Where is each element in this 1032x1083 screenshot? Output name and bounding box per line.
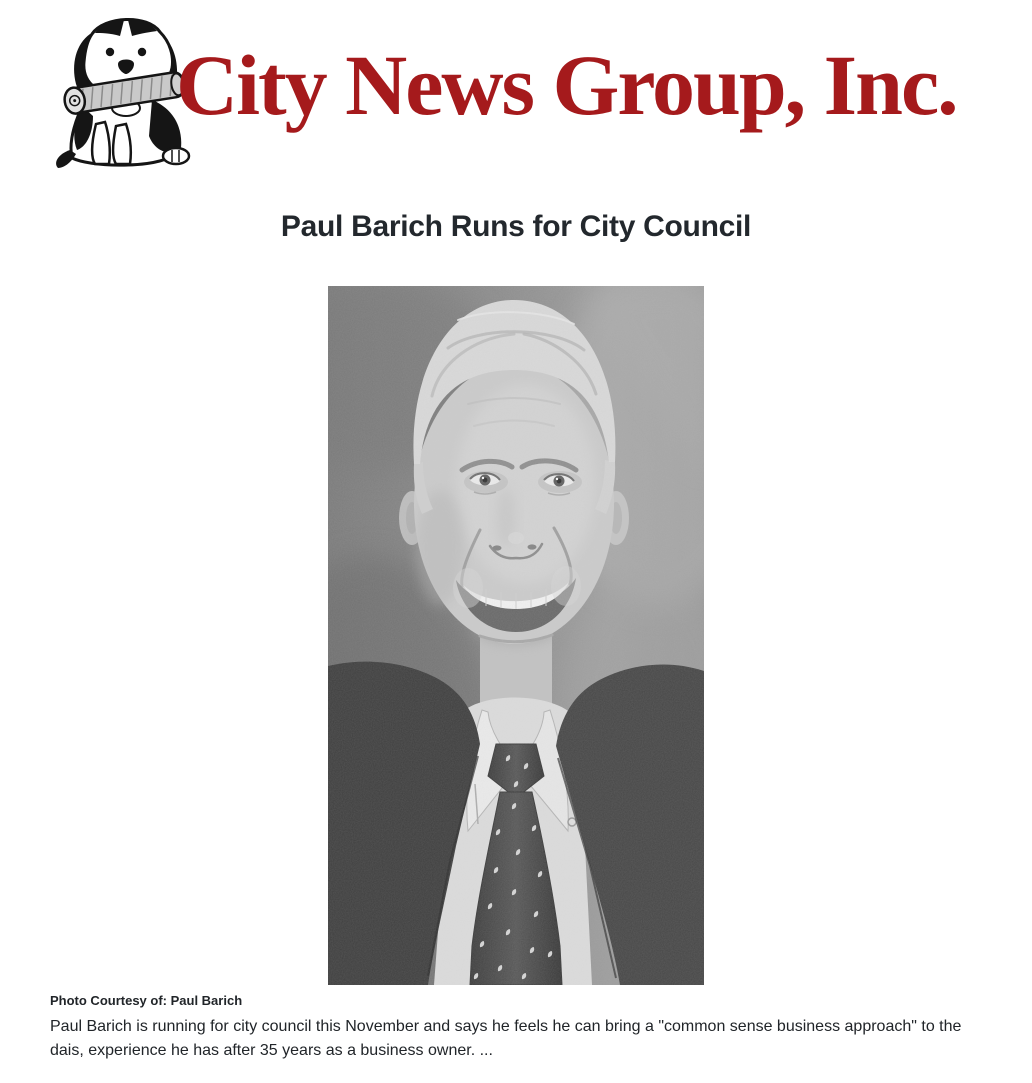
article-body-line: dais, experience he has after 35 years as a business owner. ... xyxy=(50,1042,493,1059)
article-body xyxy=(50,1015,974,1063)
company-name: City News Group, Inc. xyxy=(176,37,957,133)
article-headline: Paul Barich Runs for City Council xyxy=(280,210,752,243)
photo-caption: Photo Courtesy of: Paul Barich xyxy=(50,993,243,1008)
brand-logo[interactable] xyxy=(50,6,957,170)
site-masthead xyxy=(50,0,982,170)
portrait-photo xyxy=(328,286,704,985)
article-body-line: Paul Barich is running for city council this November and says he feels he can bring a "common sense business approach" to the xyxy=(50,1018,962,1035)
